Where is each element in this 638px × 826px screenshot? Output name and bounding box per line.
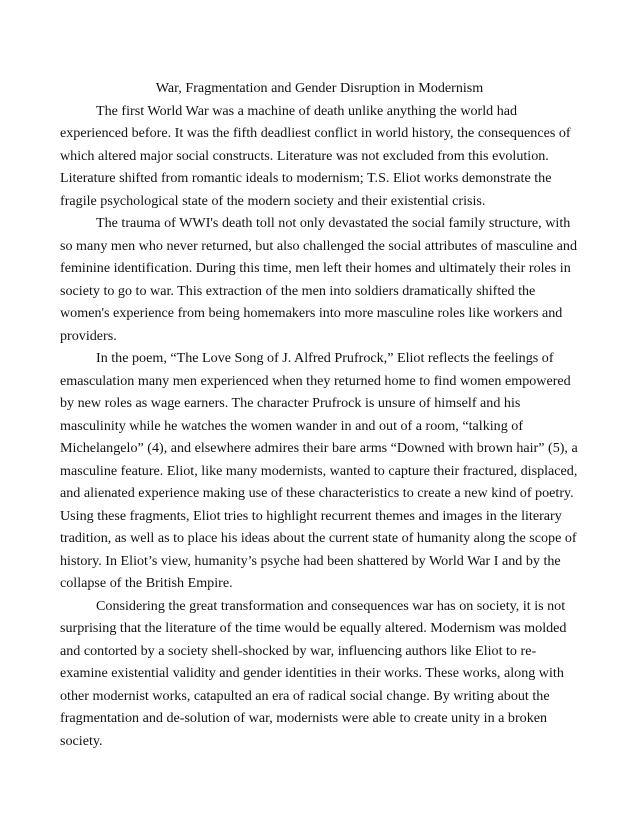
document-title: War, Fragmentation and Gender Disruption in Modernism — [155, 80, 484, 96]
paragraph-3: In the poem, “The Love Song of J. Alfred Prufrock,” Eliot reflects the feelings of emasculation many men experienced when they returned home to find women empowered by new roles as wage earners. The character Prufrock is unsure of himself and his masculinity while he watches the women wander in and out of a room, “talking of Michelangelo” (4), and elsewhere admires their bare arms “Downed with brown hair” (5), a masculine feature. Eliot, like many modernists, wanted to capture their fractured, displaced, and alienated experience making use of these characteristics to create a new kind of poetry. Using these fragments, Eliot tries to highlight recurrent themes and images in the literary tradition, as well as to place his ideas about the current state of humanity along the scope of history. In Eliot’s view, humanity’s psyche had been shattered by World War I and by the collapse of the British Empire. — [60, 350, 578, 591]
document-body — [60, 77, 579, 752]
paragraph-4: Considering the great transformation and consequences war has on society, it is not surprising that the literature of the time would be equally altered. Modernism was molded and contorted by a society shell-shocked by war, influencing authors like Eliot to re-examine existential validity and gender identities in their works. These works, along with other modernist works, catapulted an era of radical social change. By writing about the fragmentation and de-solution of war, modernists were able to create unity in a broken society. — [60, 597, 567, 749]
paragraph-1: The first World War was a machine of death unlike anything the world had experienced before. It was the fifth deadliest conflict in world history, the consequences of which altered major social constructs. Literature was not excluded from this evolution. Literature shifted from romantic ideals to modernism; T.S. Eliot works demonstrate the fragile psychological state of the modern society and their existential crisis. — [60, 102, 571, 209]
paragraph-2: The trauma of WWI's death toll not only devastated the social family structure, with so many men who never returned, but also challenged the social attributes of masculine and feminine identification. During this time, men left their homes and ultimately their roles in society to go to war. This extraction of the men into soldiers dramatically shifted the women's experience from being homemakers into more masculine roles like workers and providers. — [60, 215, 578, 344]
